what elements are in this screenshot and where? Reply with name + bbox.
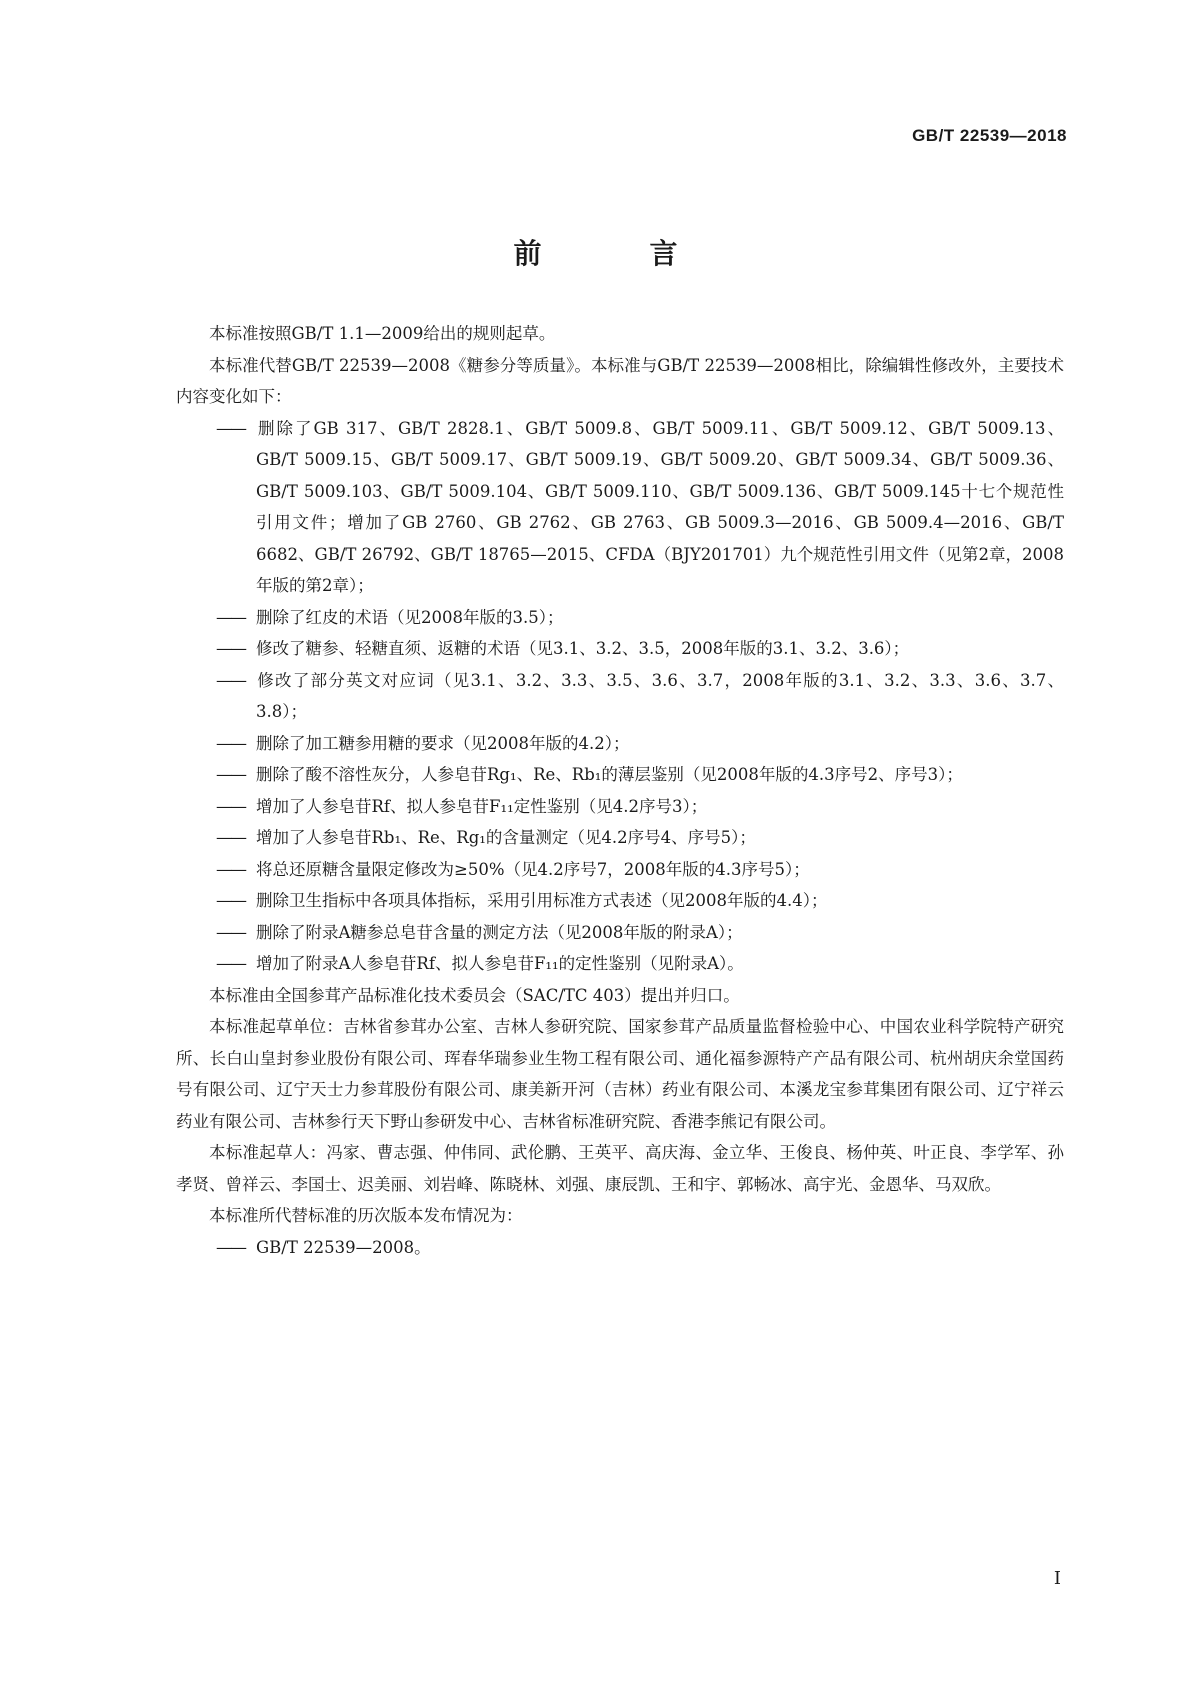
list-item: —— 删除了加工糖参用糖的要求（见2008年版的4.2）； [216,728,1064,760]
dash-marker: —— [216,922,245,942]
list-item: —— 增加了人参皂苷Rb₁、Re、Rg₁的含量测定（见4.2序号4、序号5）； [216,822,1064,854]
list-item: —— 增加了附录A人参皂苷Rf、拟人参皂苷F₁₁的定性鉴别（见附录A）。 [216,948,1064,980]
paragraph-drafting-rules: 本标准按照GB/T 1.1—2009给出的规则起草。 [209,324,556,343]
dash-marker: —— [216,859,245,879]
dash-marker: —— [216,670,245,690]
page-number: I [1053,1568,1061,1589]
list-item: —— 删除了红皮的术语（见2008年版的3.5）； [216,602,1064,634]
paragraph-replacement: 本标准代替GB/T 22539—2008《糖参分等质量》。本标准与GB/T 22539—2008相比，除编辑性修改外，主要技术内容变化如下： [176,355,1064,406]
dash-marker: —— [216,796,245,816]
dash-marker: —— [216,954,245,973]
paragraph-drafters: 本标准起草人：冯家、曹志强、仲伟同、武伦鹏、王英平、高庆海、金立华、王俊良、杨仲英、叶正良、李学军、孙孝贤、曾祥云、李国士、迟美丽、刘岩峰、陈晓林、刘强、康辰凯、王和宇、郭畅冰、高宇光、金恩华、马双欣。 [176,1143,1064,1194]
standard-number: GB/T 22539—2018 [912,126,1067,145]
paragraph-history-intro: 本标准所代替标准的历次版本发布情况为： [209,1206,523,1225]
page-title: 前 言 [513,237,718,270]
list-item: —— 删除了GB 317、GB/T 2828.1、GB/T 5009.8、GB/T 5009.11、GB/T 5009.12、GB/T 5009.13、GB/T 5009.15、GB/T 5009.17、GB/T 5009.19、GB/T 5009.20、GB/T 5009.34、GB/T 5009.36、GB/T 5009.103、GB/T 5009.104、GB/T 5009.110、GB/T 5009.136、GB/T 5009.145十七个规范性引用文件；增加了GB 2760、GB 2762、GB 2763、GB 5009.3—2016、GB 5009.4—2016、GB/T 6682、GB/T 26792、GB/T 18765—2015、CFDA（BJY201701）九个规范性引用文件（见第2章，2008年版的第2章）； [216,413,1064,602]
list-item: —— 修改了部分英文对应词（见3.1、3.2、3.3、3.5、3.6、3.7，2008年版的3.1、3.2、3.3、3.6、3.7、3.8）； [216,665,1064,728]
list-item: —— 删除了酸不溶性灰分，人参皂苷Rg₁、Re、Rb₁的薄层鉴别（见2008年版的4.3序号2、序号3）； [216,759,1064,791]
dash-marker: —— [216,1237,245,1257]
document-body [176,318,1064,1263]
list-item: —— 删除了附录A糖参总皂苷含量的测定方法（见2008年版的附录A）； [216,917,1064,949]
list-item: —— 修改了糖参、轻糖直须、返糖的术语（见3.1、3.2、3.5，2008年版的3.1、3.2、3.6）； [216,633,1064,665]
dash-marker: —— [216,891,245,910]
paragraph-proposer: 本标准由全国参茸产品标准化技术委员会（SAC/TC 403）提出并归口。 [209,985,740,1005]
list-item: —— 增加了人参皂苷Rf、拟人参皂苷F₁₁定性鉴别（见4.2序号3）； [216,791,1064,823]
paragraph-drafting-units: 本标准起草单位：吉林省参茸办公室、吉林人参研究院、国家参茸产品质量监督检验中心、中国农业科学院特产研究所、长白山皇封参业股份有限公司、珲春华瑞参业生物工程有限公司、通化福参源特产产品有限公司、杭州胡庆余堂国药号有限公司、辽宁天士力参茸股份有限公司、康美新开河（吉林）药业有限公司、本溪龙宝参茸集团有限公司、辽宁祥云药业有限公司、吉林参行天下野山参研发中心、吉林省标准研究院、香港李熊记有限公司。 [176,1017,1064,1131]
dash-marker: —— [216,733,245,753]
list-item: —— 将总还原糖含量限定修改为≥50%（见4.2序号7，2008年版的4.3序号5）； [216,854,1064,886]
history-item: —— GB/T 22539—2008。 [216,1232,1064,1264]
dash-marker: —— [216,639,245,658]
dash-marker: —— [216,418,245,438]
list-item: —— 删除卫生指标中各项具体指标，采用引用标准方式表述（见2008年版的4.4）； [216,885,1064,917]
dash-marker: —— [216,765,245,784]
dash-marker: —— [216,828,245,847]
dash-marker: —— [216,607,245,627]
